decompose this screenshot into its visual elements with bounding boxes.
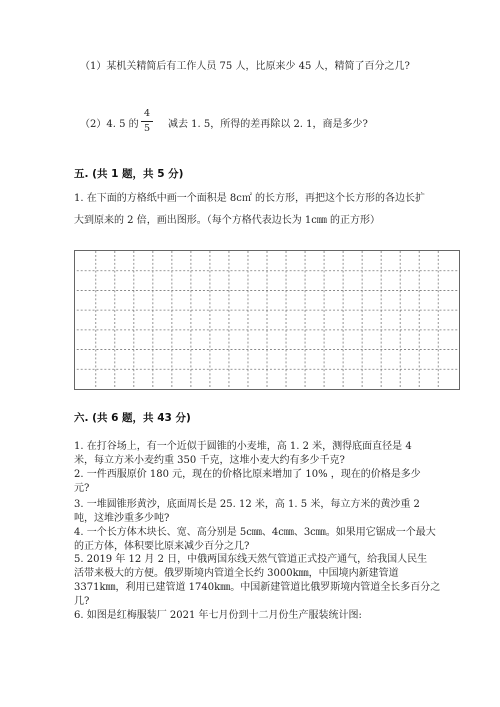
- section-5-heading: 五. (共 1 题，共 5 分): [74, 168, 184, 180]
- question-6-line: 几?: [74, 596, 90, 607]
- question-6-line: 5. 2019 年 12 月 2 日，中俄两国东线天然气管道正式投产通气，给我国人民生: [74, 554, 428, 565]
- question-4-2-suffix: 减去 1. 5，所得的差再除以 2. 1，商是多少?: [168, 119, 368, 130]
- question-6-line: 元?: [74, 483, 90, 494]
- question-6-line: 米，每立方米小麦约重 350 千克，这堆小麦大约有多少千克?: [74, 455, 345, 466]
- question-6-line: 1. 在打谷场上，有一个近似于圆锥的小麦堆，高 1. 2 米，测得底面直径是 4: [74, 441, 412, 452]
- section-6-heading: 六. (共 6 题，共 43 分): [74, 412, 191, 424]
- question-6-line: 的正方体，体积要比原来减少百分之几?: [74, 541, 250, 552]
- fraction-denominator: 5: [143, 123, 151, 134]
- question-4-2-prefix: （2）4. 5 的: [80, 119, 139, 130]
- question-6-line: 3. 一堆圆锥形黄沙，底面周长是 25. 12 米，高 1. 5 米，每立方米的黄沙重 2: [74, 499, 420, 510]
- fraction-numerator: 4: [143, 108, 151, 119]
- question-6-line: 吨，这堆沙重多少吨?: [74, 513, 170, 524]
- fraction-bar: [141, 121, 153, 122]
- question-6-line: 6. 如图是红梅服装厂 2021 年七月份到十二月份生产服装统计图:: [74, 610, 362, 621]
- question-6-line: 3371k㎜，利用已建管道 1740k㎜。中国新建管道比俄罗斯境内管道全长多百分之: [74, 582, 441, 593]
- question-5-1-line-2: 大到原来的 2 倍，画出图形。（每个方格代表边长为 1c㎜ 的正方形）: [74, 215, 381, 226]
- question-6-line: 2. 一件西服原价 180 元，现在的价格比原来增加了 10% ，现在的价格是多少: [74, 469, 421, 480]
- question-4-1: （1）某机关精简后有工作人员 75 人，比原来少 45 人，精简了百分之几?: [80, 61, 410, 72]
- question-6-line: 活带来极大的方便。俄罗斯境内管道全长约 3000k㎜，中国境内新建管道: [74, 568, 399, 579]
- question-6-line: 4. 一个长方体木块长、宽、高分别是 5c㎜、4c㎜、3c㎜。如果用它锯成一个最大: [74, 527, 436, 538]
- grid-paper: [74, 250, 460, 390]
- question-5-1-line-1: 1. 在下面的方格纸中画一个面积是 8c㎡ 的长方形，再把这个长方形的各边长扩: [74, 193, 426, 204]
- fraction-four-fifths: [140, 108, 154, 135]
